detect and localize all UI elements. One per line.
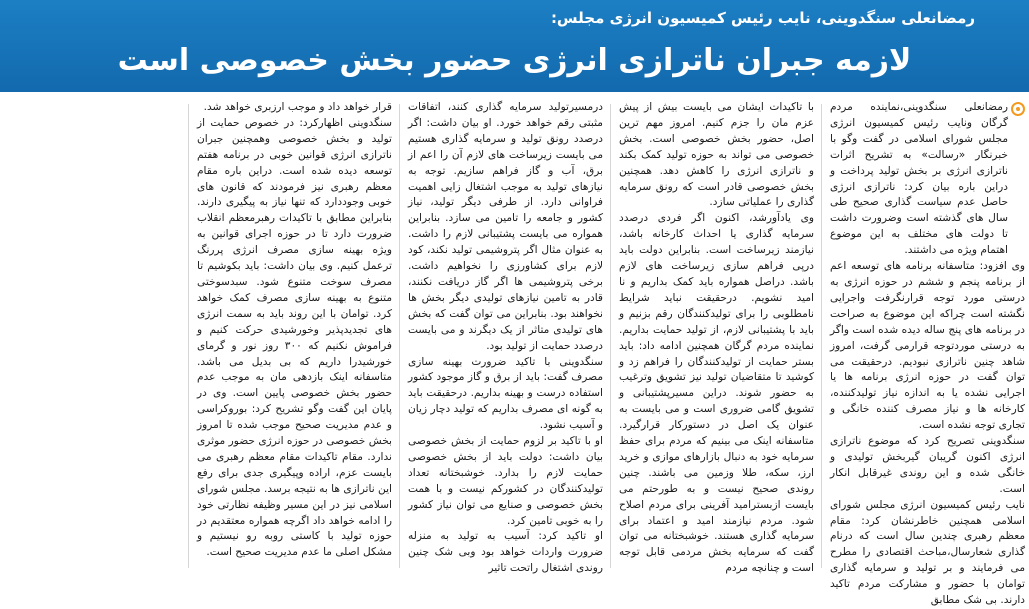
article-paragraph: وی یادآورشد، اکنون اگر فردی درصدد سرمایه گذاری یا احداث کارخانه باشد، نیازمند زیرساخت است. بنابراین دولت باید درپی فراهم سازی زیرساخت های لازم باشد. دراصل همواره باید کمک بداریم و نا امید نشویم. درحقیقت نباید شرایط نامطلوبی را برای تولیدکنندگان رقم بزنیم و باید با پشتیبانی لازم، از تولید حمایت بداریم. نماینده مردم گرگان همچنین ادامه داد: باید بستر حمایت از تولیدکنندگان را فراهم زد و کوشید تا متقاضیان تولید نیز تشویق وترغیب به حضور شوند. دراین مسیرپشتیبانی و تشویق گامی ضروری است و می بایست به عنوان یک اصل در دستورکار قرارگیرد. متاسفانه اینک می بینیم که مردم برای حفظ سرمایه خود به دنبال بازارهای موازی و خرید ارز، سکه، طلا وزمین می باشند. چنین روندی صحیح نیست و به طورحتم می بایست ازبسترامید آفرینی برای مردم اصلاح شود. مردم نیازمند امید و اعتماد برای سرمایه گذاری هستند. خوشبختانه می توان گفت که سرمایه بخش مردمی قابل توجه است و چنانچه مردم xyxy=(619,212,814,575)
article-paragraph: قرار خواهد داد و موجب ارزبری خواهد شد. xyxy=(203,101,392,113)
article-body xyxy=(4,100,1025,607)
article-paragraph: سنگدوینی با تاکید ضرورت بهینه سازی مصرف گفت: باید از برق و گاز موجود کشور استفاده درست و بهینه بداریم. درحقیقت باید به گونه ای مصرف بداریم که تولید دچار زیان و آسیب نشود. xyxy=(408,355,603,432)
article-column-1 xyxy=(830,100,1025,607)
article-paragraph: رمضانعلی سنگدوینی،نماینده مردم گرگان ونایب رئیس کمیسیون انرژی مجلس شورای اسلامی در گفت وگو با خبرنگار «رسالت» به تشریح اثرات ناترازی انرژی بر بخش تولید پرداخت و دراین باره بیان کرد: ناترازی انرژی حاصل عدم سیاست گذاری صحیح طی سال های گذشته است وضرورت داشت تا دولت های مختلف به این موضوع اهتمام ویژه می داشتند. xyxy=(830,101,1008,257)
article-paragraph: وی افزود: متاسفانه برنامه های توسعه اعم از برنامه پنجم و ششم در حوزه انرژی به درستی مورد توجه قرارنگرفت واجرایی نگشته است چراکه این موضوع به صراحت در برنامه های پنج ساله دیده شده است واگر به درستی موردتوجه قرارمی گرفت، امروز شاهد چنین ناترازی نبودیم. درحقیقت می توان گفت در حوزه انرژی برنامه ها یا اجرایی نشده یا به اندازه نیاز تولیدکننده، کارخانه ها و نیاز مصرف کننده خانگی و تجاری توجه نشده است. xyxy=(830,260,1025,432)
article-paragraph: با تاکیدات ایشان می بایست بیش از پیش عزم مان را جزم کنیم. امروز مهم ترین اصل، حضور بخش خصوصی است. بخش خصوصی می تواند به حوزه تولید کمک بکند و ناترازی انرژی را کاهش دهد. همچنین بخش خصوصی قادر است که رونق سرمایه گذاری را عملیاتی سازد. xyxy=(619,101,814,209)
article-paragraph: او با تاکید بر لزوم حمایت از بخش خصوصی بیان داشت: دولت باید از بخش خصوصی حمایت لازم را بدارد. خوشبختانه تعداد تولیدکنندگان در کشورکم نیست و با همت بخش خصوصی و صنایع می توان نیاز کشور را به خوبی تامین کرد. xyxy=(408,435,603,527)
article-column-2 xyxy=(619,100,814,574)
article-paragraph: سنگدوینی تصریح کرد که موضوع ناترازی انرژی اکنون گریبان گیربخش تولیدی و خانگی شده و این روندی غیرقابل انکار است. xyxy=(830,435,1025,495)
column-divider xyxy=(188,104,189,568)
column-divider xyxy=(821,104,822,568)
article-column-3 xyxy=(408,100,603,574)
article-kicker: رمضانعلی سنگدوینی، نایب رئیس کمیسیون انرژی مجلس: xyxy=(550,9,975,27)
article-paragraph: درمسیرتولید سرمایه گذاری کنند، اتفاقات مثبتی رقم خواهد خورد. او بیان داشت: اگر درصدد رونق تولید و سرمایه گذاری هستیم می بایست زیرساخت های لازم آن را اعم از برق، آب و گاز فراهم سازیم. توجه به نیازهای تولید به موجب اشتغال زایی اهمیت فراوانی دارد. از طرفی دیگر تولید، نیاز کشور و جامعه را تامین می سازد. بنابراین همواره می بایست پشتیبانی لازم را داشت. به عنوان مثال اگر پتروشیمی تولید نکند، کود لازم برای کشاورزی را نخواهیم داشت. برخی پتروشیمی ها اگر گاز دریافت نکنند، قادر به تامین نیازهای تولیدی دیگر بخش ها نخواهند بود. بنابراین می توان گفت که بخش های تولیدی متاثر از یک دیگرند و می بایست درصدد حمایت از تولید بود. xyxy=(408,101,603,352)
column-divider xyxy=(610,104,611,568)
article-headline: لازمه جبران ناترازی انرژی حضور بخش خصوصی است xyxy=(117,43,912,78)
resalat-logo-icon xyxy=(1011,102,1025,116)
column-divider xyxy=(399,104,400,568)
article-header xyxy=(0,0,1029,92)
article-column-4 xyxy=(197,100,392,574)
article-paragraph: سنگدوینی اظهارکرد: در خصوص حمایت از تولید و بخش خصوصی وهمچنین جبران ناترازی انرژی قوانین خوبی در برنامه هفتم توسعه دیده شده است. دراین باره مقام معظم رهبری نیز فرمودند که قانون های خوبی وجوددارد که تنها نیاز به پیگیری دارند. بنابراین مطابق با تاکیدات رهبرمعظم انقلاب ضرورت دارد تا در حوزه اجرای قوانین به ویژه بهینه سازی مصرف انرژی پررنگ ترعمل کنیم. وی بیان داشت: باید بکوشیم تا مصرف سوخت متنوع شود. سبدسوختی متنوع به بهینه سازی مصرف کمک خواهد کرد. توامان با این روند باید به سمت انرژی های تجدیدپذیر وخورشیدی حرکت کنیم و فراموش نکنیم که ۳۰۰ روز نور و گرمای خورشیدرا داریم که بی بدیل می باشد. متاسفانه اینک بازدهی مان به موجب عدم حضور بخش خصوصی پایین است. وی در پایان این گفت وگو تشریح کرد: بوروکراسی و عدم مدیریت صحیح موجب شده تا امروز بخش خصوصی در حوزه انرژی حضور موثری ندارد. مقام تاکیدات مقام معظم رهبری می بایست عزم، اراده وپیگیری جدی برای رفع این ناترازی ها به نتیجه برسد. مجلس شورای اسلامی نیز در این مسیر وظیفه نظارتی خود را ادامه خواهد داد اگرچه همواره معتقدیم در حوزه تولید با کاستی روبه رو نیستیم و مشکل اصلی ما عدم مدیریت صحیح است. xyxy=(197,116,392,559)
article-paragraph: نایب رئیس کمیسیون انرژی مجلس شورای اسلامی همچنین خاطرنشان کرد: مقام معظم رهبری چندین سال است که درنام گذاری شعارسال،مباحث اقتصادی را مطرح می فرمایند و بر تولید و سرمایه گذاری توامان با حضور و مشارکت مردم تاکید دارند. بی شک مطابق xyxy=(830,498,1025,607)
article-paragraph: او تاکید کرد: آسیب به تولید به منزله ضرورت واردات خواهد بود وبی شک چنین روندی اشتغال راتحت تاثیر xyxy=(408,530,603,575)
